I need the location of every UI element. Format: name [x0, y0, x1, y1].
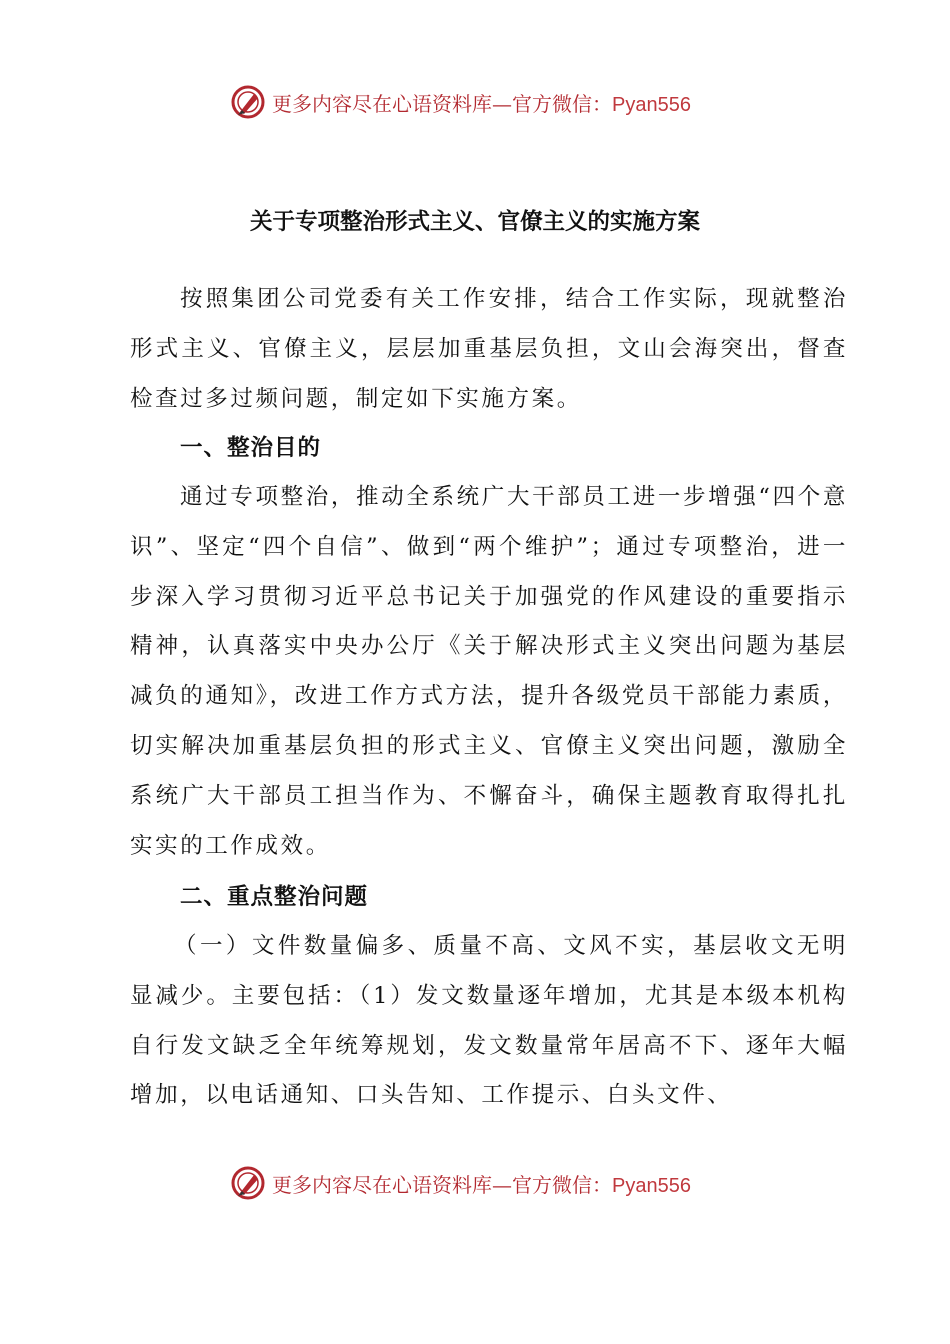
pen-logo-icon [230, 84, 266, 120]
watermark-text: 更多内容尽在心语资料库—官方微信：Pyan556 [272, 1172, 691, 1197]
section-2-heading: 二、重点整治问题 [180, 884, 369, 910]
watermark-text: 更多内容尽在心语资料库—官方微信：Pyan556 [272, 91, 691, 116]
pen-logo-icon [230, 1165, 266, 1201]
wechat-id: Pyan556 [612, 1174, 691, 1197]
section-2-body: （一）文件数量偏多、质量不高、文风不实，基层收文无明显减少。主要包括：（1）发文数量逐年增加，尤其是本级本机构自行发文缺乏全年统筹规划，发文数量常年居高不下、逐年大幅增加，以电话通知、口头告知、工作提示、白头文件、 [130, 933, 848, 1109]
watermark-banner-bottom [230, 1163, 691, 1203]
section-1-heading: 一、整治目的 [180, 435, 322, 461]
watermark-banner-top [230, 82, 691, 122]
document-title: 关于专项整治形式主义、官僚主义的实施方案 [249, 209, 700, 235]
intro-paragraph: 按照集团公司党委有关工作安排，结合工作实际，现就整治形式主义、官僚主义，层层加重基层负担，文山会海突出，督查检查过多过频问题，制定如下实施方案。 [130, 286, 848, 412]
wechat-id: Pyan556 [612, 93, 691, 116]
section-1-body: 通过专项整治，推动全系统广大干部员工进一步增强“四个意识”、坚定“四个自信”、做到“两个维护”；通过专项整治，进一步深入学习贯彻习近平总书记关于加强党的作风建设的重要指示精神，认真落实中央办公厅《关于解决形式主义突出问题为基层减负的通知》，改进工作方式方法，提升各级党员干部能力素质，切实解决加重基层负担的形式主义、官僚主义突出问题，激励全系统广大干部员工担当作为、不懈奋斗，确保主题教育取得扎扎实实的工作成效。 [130, 484, 848, 859]
